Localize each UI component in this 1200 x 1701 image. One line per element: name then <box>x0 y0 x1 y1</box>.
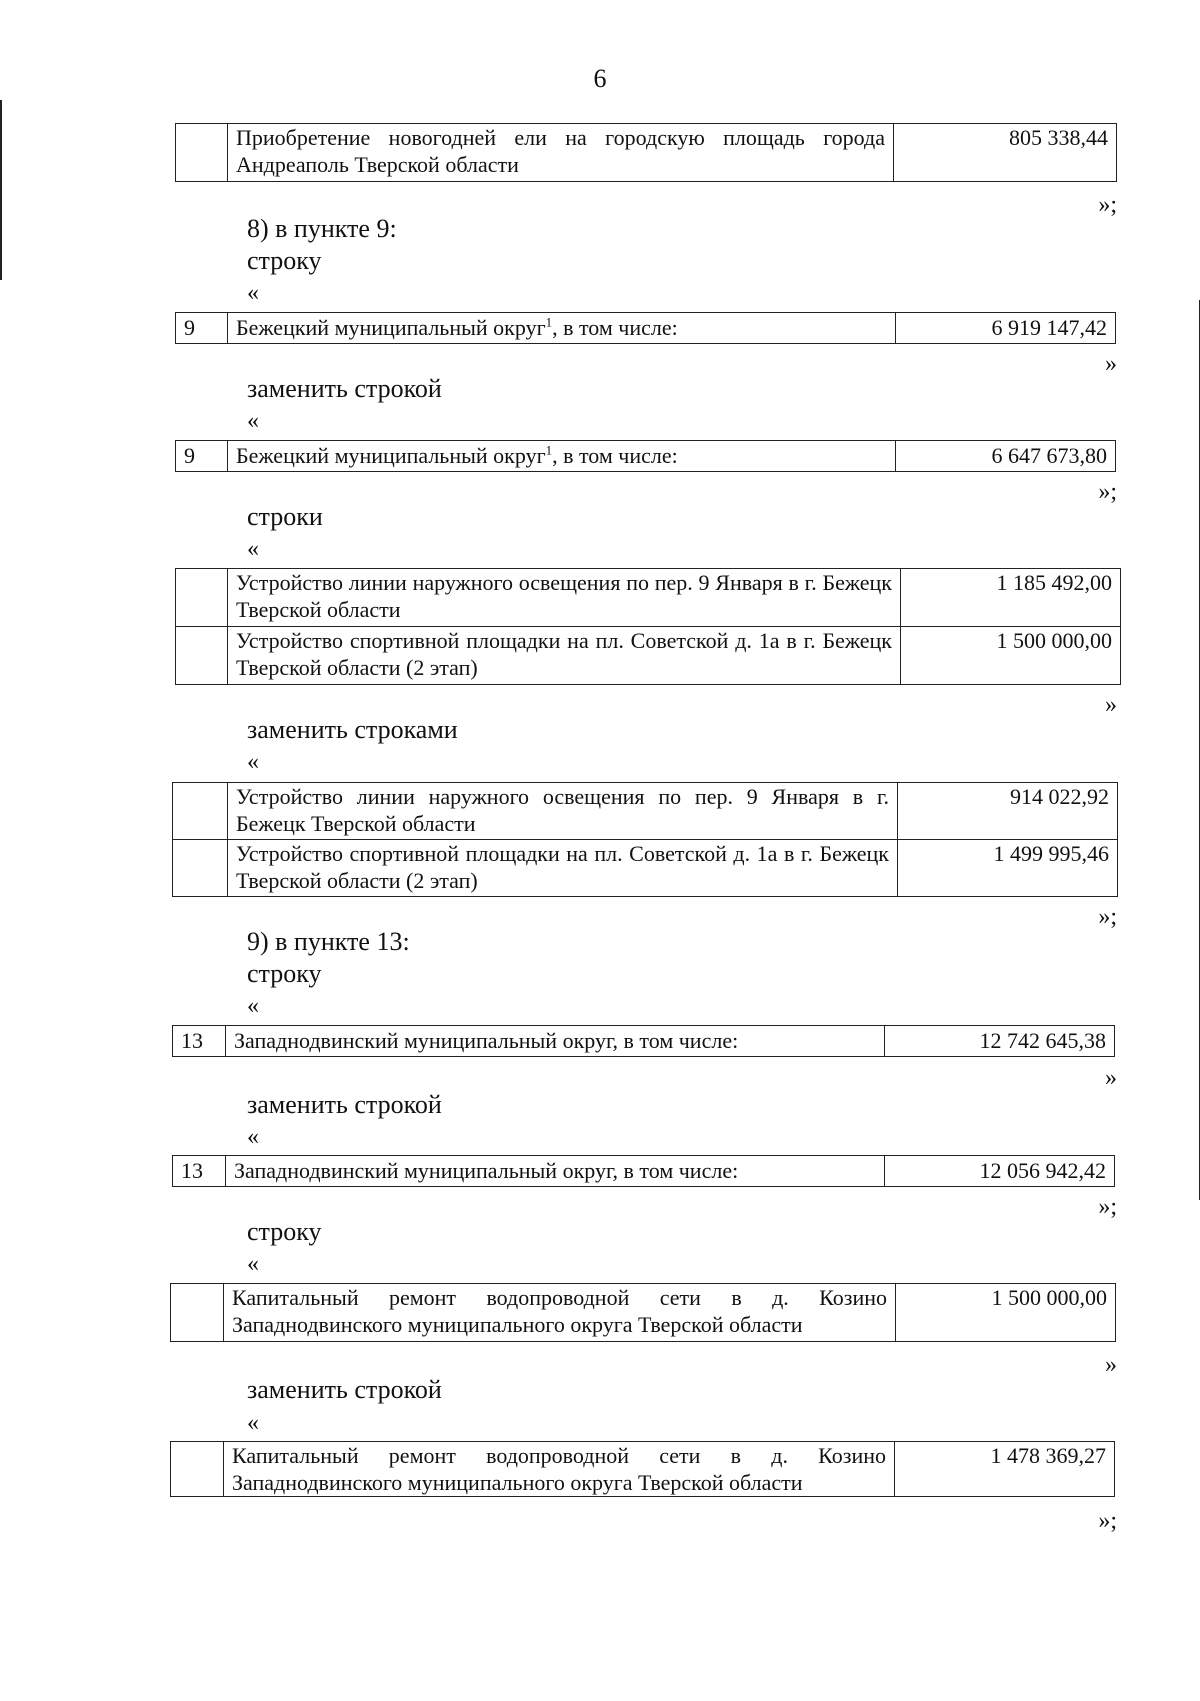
row-description: Капитальный ремонт водопроводной сети в д. Козино Западнодвинского муниципального округа Тверской области <box>224 1442 895 1497</box>
table-row-9-old <box>175 312 1116 344</box>
row-number <box>176 124 228 182</box>
table-row-9-new <box>175 440 1116 472</box>
row-amount: 1 500 000,00 <box>901 627 1121 685</box>
instruction-label: заменить строкой <box>247 374 442 403</box>
row-number <box>176 627 228 685</box>
instruction-label: строку <box>247 246 322 275</box>
row-description <box>228 441 896 472</box>
opening-quote: « <box>247 1410 259 1436</box>
closing-quote: »; <box>1098 1508 1117 1534</box>
closing-quote: »; <box>1098 192 1117 218</box>
opening-quote: « <box>247 1124 259 1150</box>
opening-quote: « <box>247 1251 259 1277</box>
closing-quote: »; <box>1098 1194 1117 1220</box>
table-rows-new <box>172 782 1118 897</box>
table-top <box>175 123 1117 182</box>
row-description: Устройство спортивной площадки на пл. Советской д. 1а в г. Бежецк Тверской области (2 этап) <box>228 627 901 685</box>
opening-quote: « <box>247 993 259 1019</box>
row-description-main: Бежецкий муниципальный округ <box>236 315 546 340</box>
instruction-label: заменить строками <box>247 715 458 744</box>
table-row <box>176 627 1121 685</box>
row-description <box>228 313 896 344</box>
row-amount: 6 647 673,80 <box>896 441 1116 472</box>
row-amount: 6 919 147,42 <box>896 313 1116 344</box>
table-row <box>171 1442 1115 1497</box>
table-row-kozino-new <box>170 1441 1115 1497</box>
instruction-label: строки <box>247 502 323 531</box>
table-row <box>176 124 1117 182</box>
row-number: 13 <box>173 1026 226 1057</box>
row-number <box>173 840 228 897</box>
row-description: Устройство спортивной площадки на пл. Советской д. 1а в г. Бежецк Тверской области (2 этап) <box>228 840 898 897</box>
table-row <box>171 1284 1116 1342</box>
row-description: Устройство линии наружного освещения по пер. 9 Января в г. Бежецк Тверской области <box>228 569 901 627</box>
opening-quote: « <box>247 408 259 434</box>
table-row <box>176 569 1121 627</box>
closing-quote: » <box>1105 351 1117 377</box>
row-description: Устройство линии наружного освещения по пер. 9 Января в г. Бежецк Тверской области <box>228 783 898 840</box>
closing-quote: » <box>1105 1352 1117 1378</box>
table-row <box>176 441 1116 472</box>
footnote-marker: 1 <box>545 442 553 458</box>
row-description: Западнодвинский муниципальный округ, в том числе: <box>226 1026 885 1057</box>
table-row <box>176 313 1116 344</box>
section-heading: 8) в пункте 9: <box>247 214 397 243</box>
instruction-label: строку <box>247 1217 322 1246</box>
opening-quote: « <box>247 536 259 562</box>
table-row-13-old <box>172 1025 1115 1057</box>
closing-quote: » <box>1105 1065 1117 1091</box>
page-number: 6 <box>593 64 607 93</box>
row-amount: 12 742 645,38 <box>885 1026 1115 1057</box>
row-number <box>173 783 228 840</box>
row-amount: 805 338,44 <box>894 124 1117 182</box>
footnote-marker: 1 <box>545 314 553 330</box>
instruction-label: строку <box>247 959 322 988</box>
closing-quote: » <box>1105 692 1117 718</box>
row-amount: 12 056 942,42 <box>885 1156 1115 1187</box>
row-amount: 1 499 995,46 <box>898 840 1118 897</box>
row-description-tail: , в том числе: <box>552 443 678 468</box>
row-number <box>171 1442 224 1497</box>
closing-quote: »; <box>1098 904 1117 930</box>
row-amount: 1 500 000,00 <box>896 1284 1116 1342</box>
row-number: 13 <box>173 1156 226 1187</box>
row-amount: 1 185 492,00 <box>901 569 1121 627</box>
instruction-label: заменить строкой <box>247 1090 442 1119</box>
row-amount: 914 022,92 <box>898 783 1118 840</box>
opening-quote: « <box>247 749 259 775</box>
closing-quote: »; <box>1098 479 1117 505</box>
row-amount: 1 478 369,27 <box>895 1442 1115 1497</box>
row-description-main: Бежецкий муниципальный округ <box>236 443 546 468</box>
row-description: Приобретение новогодней ели на городскую площадь города Андреаполь Тверской области <box>228 124 894 182</box>
table-row <box>173 1156 1115 1187</box>
row-description-tail: , в том числе: <box>552 315 678 340</box>
row-number <box>176 569 228 627</box>
row-number <box>171 1284 224 1342</box>
table-row <box>173 1026 1115 1057</box>
table-row <box>173 783 1118 840</box>
table-row <box>173 840 1118 897</box>
row-number: 9 <box>176 313 228 344</box>
opening-quote: « <box>247 280 259 306</box>
table-row-kozino-old <box>170 1283 1116 1342</box>
table-rows-old <box>175 568 1121 685</box>
scan-edge-left <box>0 100 2 280</box>
section-heading: 9) в пункте 13: <box>247 927 410 956</box>
row-number: 9 <box>176 441 228 472</box>
table-row-13-new <box>172 1155 1115 1187</box>
row-description: Западнодвинский муниципальный округ, в том числе: <box>226 1156 885 1187</box>
instruction-label: заменить строкой <box>247 1375 442 1404</box>
row-description: Капитальный ремонт водопроводной сети в д. Козино Западнодвинского муниципального округа Тверской области <box>224 1284 896 1342</box>
